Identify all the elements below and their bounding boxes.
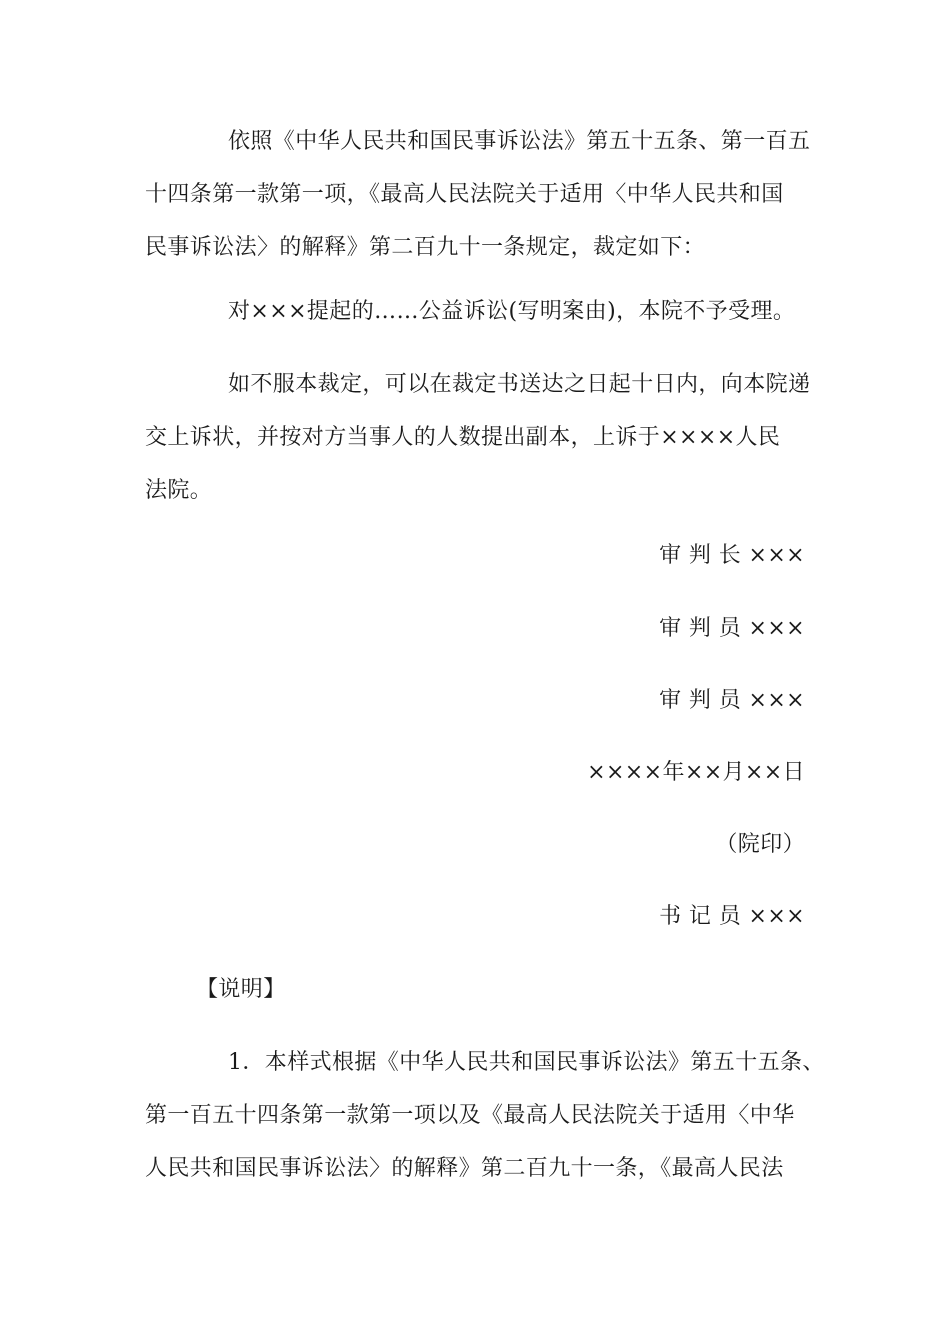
clerk-signature: 书 记 员 ××× bbox=[659, 904, 805, 929]
para1-line1: 依照《中华人民共和国民事诉讼法》第五十五条、第一百五 bbox=[228, 129, 811, 154]
para1-line3: 民事诉讼法〉的解释》第二百九十一条规定，裁定如下： bbox=[145, 235, 706, 260]
note1-line1: 1．本样式根据《中华人民共和国民事诉讼法》第五十五条、 bbox=[228, 1050, 825, 1075]
para2-line1: 对×××提起的……公益诉讼(写明案由)，本院不予受理。 bbox=[228, 299, 796, 324]
judge-signature-2: 审 判 员 ××× bbox=[659, 688, 805, 713]
notes-heading: 【说明】 bbox=[196, 977, 286, 1002]
para3-line3: 法院。 bbox=[145, 478, 213, 503]
note1-line3: 人民共和国民事诉讼法〉的解释》第二百九十一条，《最高人民法 bbox=[145, 1156, 784, 1181]
para3-line1: 如不服本裁定，可以在裁定书送达之日起十日内，向本院递 bbox=[228, 372, 811, 397]
note1-line2: 第一百五十四条第一款第一项以及《最高人民法院关于适用〈中华 bbox=[145, 1103, 795, 1128]
judge-signature-1: 审 判 员 ××× bbox=[659, 616, 805, 641]
court-seal: （院印） bbox=[715, 832, 805, 857]
para1-line2: 十四条第一款第一项，《最高人民法院关于适用〈中华人民共和国 bbox=[145, 182, 784, 207]
chief-judge-signature: 审 判 长 ××× bbox=[659, 543, 805, 568]
ruling-date: ××××年××月××日 bbox=[587, 760, 805, 785]
para3-line2: 交上诉状，并按对方当事人的人数提出副本，上诉于××××人民 bbox=[145, 425, 781, 450]
